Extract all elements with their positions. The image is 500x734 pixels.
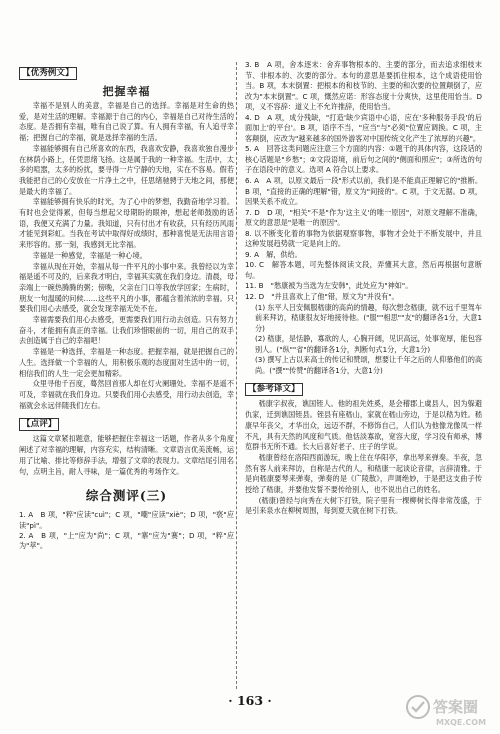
essay-paragraph: 幸福是一种感觉，幸福是一种心境。	[32, 250, 147, 260]
translation-answer: (1) 东平人吕安佩服嵇康的高尚的情趣，每次想念嵇康，就不远千里驾车前来拜访，嵇康很友好地接待他。("服""相思""友"的翻译各1分，大意1分)	[255, 302, 482, 333]
answers-left	[19, 510, 234, 552]
watermark-url: MXQE.COM	[436, 718, 487, 727]
comment-tag: 【点评】	[19, 418, 59, 431]
watermark-logo	[402, 690, 494, 730]
answer-item: 8. 以不断变化着的事物为依据观察事物，事物才会处于不断发展中，并且这种发展趋势就一定是向上的。	[245, 228, 482, 249]
reference-translation-tag: 【参考译文】	[245, 383, 303, 396]
answer-item: 10. C 解答本题，可先整体阅读文段，弄懂其大意，然后再根据句意断句。	[245, 260, 482, 280]
comment-body	[19, 434, 234, 477]
answer-item: 1. A B 项，"粹"应读"cuì"；C 项，"嘲"应读"xiè"；D 项，"亵"应读"pì"。	[19, 510, 234, 530]
answer-item: 6. A A 项，以原文最后一段"形式以前，我们是不能真正理解它的"推断。B 项，"直接的正确的理解"错，原文为"间接的"。C 项，于文无据。D 项，因果关系不成立。	[245, 176, 482, 207]
comment-paragraph: 这篇文章紧扣题意，能够把握住幸福这一话题，作者从多个角度阐述了对幸福的理解，内容充实，结构清晰。文章语言优美流畅，运用了比喻、排比等修辞手法，增强了文章的表现力。文章结尾引用名句，点明主旨，耐人寻味，是一篇优秀的考场作文。	[19, 434, 234, 476]
translation-paragraph: (嵇康)曾经与向秀在大树下打铁，院子里有一棵柳树长得非常茂盛，于是引来泉水在柳树周围，每到夏天就在树下打铁。	[245, 495, 482, 516]
reference-translation	[245, 399, 482, 517]
essay-body	[19, 101, 234, 411]
left-column	[19, 60, 234, 552]
answer-item: 9. A 解，供给。	[245, 249, 302, 259]
sample-essay-tag: 【优秀例文】	[19, 67, 77, 80]
answer-item: 12. D "并且喜欢上了他"错，原文为"并没有"。	[245, 292, 399, 302]
translation-paragraph: 嵇康字叔夜，谯国铚人。他的祖先姓奚，是会稽郡上虞县人，因为躲避仇家，迁到谯国铚县。铚县有座嵇山，家就在嵇山旁边，于是以嵇为姓。嵇康早年丧父，才华出众，远迈不群，不修饰自己，人们认为他像龙像凤一样不凡，具有天然的风度和气质。他恬淡寡欲，宽容大度，学习没有师承，博览群书无所不通。长大后喜好老子、庄子的学说。	[245, 399, 482, 452]
right-column	[245, 60, 482, 517]
essay-paragraph: 幸福能够拥有自己所喜欢的东西，我喜欢安静，我喜欢独自漫步在林荫小路上，任凭思绪飞扬。这是属于我的一种幸福。生活中，太多的喧嚣，太多的纷扰，要寻得一片宁静的天地，实在不容易。假若我能把自己的心安放在一片净土之中，任思绪驰骋于天地之间，那便是最大的幸福了。	[19, 143, 234, 196]
answer-item: 5. A 回答这类问题应注意三个方面的内容：①题干的具体内容，这段话的核心话题是"乡愁"；②文段语境，前后句之间的"侧面和照应"；③所选的句子在语段中的意义。选项 A 符合以上要求。	[245, 144, 482, 175]
answer-item: 4. D A 项，成分残缺，"打造'缺少宾语中心语，应在'多种服务手段'的后面加上'的平台'。B 项，语序不当，"应当"与"必须"位置应调换。C 项，主客颠倒，应改为"越来越多的国外游客对中国传统文化产生了浓厚的兴趣"。	[245, 112, 482, 143]
answers-right	[245, 60, 482, 376]
watermark-logo-icon	[402, 690, 494, 730]
translation-answer: (3) 撰写上古以来高士的传记和赞颂，想要让千年之后的人仰慕他们的高尚。("撰""传赞"的翻译各1分，大意1分)	[255, 355, 482, 375]
essay-paragraph: 幸福是一种选择，幸福是一种态度。把握幸福，就是把握自己的人生。选择做一个幸福的人，用积极乐观的态度面对生活中的一切，相信我们的人生一定会更加精彩。	[19, 347, 234, 378]
essay-paragraph: 幸福需要我们用心去感受，更需要我们用行动去创造。只有努力奋斗，才能拥有真正的幸福。让我们珍惜眼前的一切，用自己的双手去创造属于自己的幸福吧！	[19, 315, 234, 346]
column-divider	[236, 62, 237, 689]
essay-paragraph: 幸福能够拥有快乐的时光，为了心中的梦想，我勤奋地学习着。有时也会觉得累，但每当想起父母期盼的眼神，想起老师鼓励的话语，我便又充满了力量。我知道，只有付出才有收获，只有经历风雨才能见到彩虹。当我在考试中取得好成绩时，那种喜悦是无法用言语来形容的。那一刻，我感到无比幸福。	[19, 197, 234, 250]
answer-item: 11. B "愁康被为当选为左安韩"，此处应为"神如"。	[245, 281, 413, 291]
answer-item: 7. D D 项，"相关"不是"作为'这主义'的唯一原因"，对原文理解不准确，原文的意思是"是唯一的原因"。	[245, 207, 482, 228]
translation-paragraph: 嵇康曾经在洛阳西面游玩，晚上住在华阳亭，拿出琴来弹奏。半夜，忽然有客人前来拜访，自称是古代的人，和嵇康一起谈论音律，言辞清雅。于是向嵇康要琴来弹奏，弹奏的是《广陵散》，声调绝妙，于是把这支曲子传授给了嵇康，并要他发誓不要传给别人，也不说出自己的姓名。	[245, 452, 482, 495]
answer-item: 3. B A 项，舍本逐末：舍弃事物根本的、主要的部分，而去追求细枝末节、非根本的、次要的部分。本句的意思是要抓住根本，这个成语使用恰当。B 项，本末倒置：把根本的和枝节的、主要的和次要的位置颠倒了，应改为"本末倒置"。C 项，慨然应诺：形容态度十分爽快，这里使用恰当。D 项，义不容辞：道义上不允许推辞，使用恰当。	[245, 60, 482, 112]
essay-paragraph: 幸福从现在开始，幸福从每一件平凡的小事中来。我曾经以为幸福是遥不可及的，后来我才明白，幸福其实就在我们身边。清晨，母亲端上一碗热腾腾的粥；傍晚，父亲在门口等我放学回家；生病时，朋友一句温暖的问候……这些平凡的小事，都蕴含着浓浓的幸福。只要我们用心去感受，就会发现幸福无处不在。	[19, 261, 234, 314]
answer-item: 2. A B 项，"上"应为"尚"；C 项，"寨"应为"赛"；D 项，"粹"应为"萃"。	[19, 531, 234, 551]
watermark-text: 答案圈	[433, 698, 479, 716]
translation-answer: (2) 嵇康，是恬静，寡欲的人，心胸开阔，见识高远，处事宽厚，能包容别人。("纵""省"的翻译各1分，判断句式1分，大意1分)	[255, 334, 482, 354]
essay-paragraph: 幸福不是别人的美意，幸福是自己的选择。幸福是对生命的热爱，是对生活的理解。幸福源于自己的内心，幸福是自己对待生活的态度。是否拥有幸福，唯有自己说了算。有人拥有幸福，有人追寻幸福；把握自己的幸福，就是选择幸福的生活。	[19, 101, 234, 143]
essay-title: 把握幸福	[102, 85, 151, 98]
essay-paragraph: 众里寻他千百度，蓦然回首那人却在灯火阑珊处。幸福不是遥不可及，幸福就在我们身边。只要我们用心去感受，用行动去创造，幸福就会永远伴随我们左右。	[19, 379, 234, 410]
section-title: 综合测评(三)	[85, 488, 168, 504]
page-number: · 163 ·	[228, 693, 272, 708]
